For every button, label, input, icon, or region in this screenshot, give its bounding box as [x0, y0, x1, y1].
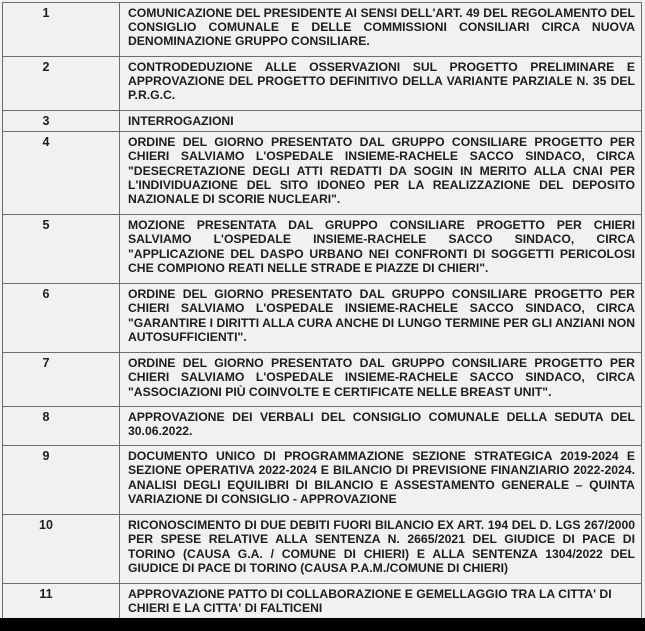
- agenda-row: [3, 284, 642, 353]
- item-text: MOZIONE PRESENTATA DAL GRUPPO CONSILIARE PROGETTO PER CHIERI SALVIAMO L'OSPEDALE INSIEME-RACHELE SACCO SINDACO, CIRCA "APPLICAZIONE DEL DASPO URBANO NEI CONFRONTI DI SOGGETTI PERICOLOSI CHE COMPIONO REATI NELLE STRADE E PIAZZE DI CHIERI".: [120, 215, 642, 284]
- item-number: 4: [3, 132, 120, 215]
- item-number: 3: [3, 111, 120, 132]
- item-text: ORDINE DEL GIORNO PRESENTATO DAL GRUPPO CONSILIARE PROGETTO PER CHIERI SALVIAMO L'OSPEDALE INSIEME-RACHELE SACCO SINDACO, CIRCA "ASSOCIAZIONI PIÙ COINVOLTE E CERTIFICATE NELLE BREAST UNIT".: [120, 353, 642, 407]
- agenda-row: [3, 111, 642, 132]
- item-text: APPROVAZIONE DEI VERBALI DEL CONSIGLIO COMUNALE DELLA SEDUTA DEL 30.06.2022.: [120, 407, 642, 446]
- agenda-row: [3, 446, 642, 515]
- item-number: 9: [3, 446, 120, 515]
- item-text: CONTRODEDUZIONE ALLE OSSERVAZIONI SUL PROGETTO PRELIMINARE E APPROVAZIONE DEL PROGETTO DEFINITIVO DELLA VARIANTE PARZIALE N. 35 DEL P.R.G.C.: [120, 57, 642, 111]
- agenda-row: [3, 407, 642, 446]
- item-text: INTERROGAZIONI: [120, 111, 642, 132]
- agenda-row: [3, 132, 642, 215]
- agenda-row: [3, 57, 642, 111]
- item-text: ORDINE DEL GIORNO PRESENTATO DAL GRUPPO CONSILIARE PROGETTO PER CHIERI SALVIAMO L'OSPEDALE INSIEME-RACHELE SACCO SINDACO, CIRCA "GARANTIRE I DIRITTI ALLA CURA ANCHE DI LUNGO TERMINE PER GLI ANZIANI NON AUTOSUFFICIENTI".: [120, 284, 642, 353]
- item-number: 1: [3, 3, 120, 57]
- item-number: 11: [3, 584, 120, 618]
- item-number: 5: [3, 215, 120, 284]
- item-text: COMUNICAZIONE DEL PRESIDENTE AI SENSI DELL'ART. 49 DEL REGOLAMENTO DEL CONSIGLIO COMUNALE E DELLE COMMISSIONI CONSILIARI CIRCA NUOVA DENOMINAZIONE GRUPPO CONSILIARE.: [120, 3, 642, 57]
- agenda-row: [3, 515, 642, 584]
- agenda-row: [3, 3, 642, 57]
- agenda-row: [3, 584, 642, 618]
- item-number: 7: [3, 353, 120, 407]
- agenda-row: [3, 353, 642, 407]
- item-number: 6: [3, 284, 120, 353]
- scan-bottom-edge: [0, 618, 645, 631]
- item-text: RICONOSCIMENTO DI DUE DEBITI FUORI BILANCIO EX ART. 194 DEL D. LGS 267/2000 PER SPESE RELATIVE ALLA SENTENZA N. 2665/2021 DEL GIUDICE DI PACE DI TORINO (CAUSA G.A. / COMUNE DI CHIERI) E ALLA SENTENZA 1304/2022 DEL GIUDICE DI PACE DI TORINO (CAUSA P.A.M./COMUNE DI CHIERI): [120, 515, 642, 584]
- item-text: APPROVAZIONE PATTO DI COLLABORAZIONE E GEMELLAGGIO TRA LA CITTA' DI CHIERI E LA CITTA' DI FALTICENI: [120, 584, 642, 618]
- item-number: 10: [3, 515, 120, 584]
- item-text: ORDINE DEL GIORNO PRESENTATO DAL GRUPPO CONSILIARE PROGETTO PER CHIERI SALVIAMO L'OSPEDALE INSIEME-RACHELE SACCO SINDACO, CIRCA "DESECRETAZIONE DEGLI ATTI REDATTI DA SOGIN IN MERITO ALLA CNAI PER L'INDIVIDUAZIONE DEL SITO IDONEO PER LA REALIZZAZIONE DEL DEPOSITO NAZIONALE DI SCORIE NUCLEARI".: [120, 132, 642, 215]
- item-number: 8: [3, 407, 120, 446]
- item-text: DOCUMENTO UNICO DI PROGRAMMAZIONE SEZIONE STRATEGICA 2019-2024 E SEZIONE OPERATIVA 2022-2024 E BILANCIO DI PREVISIONE FINANZIARIO 2022-2024. ANALISI DEGLI EQUILIBRI DI BILANCIO E ASSESTAMENTO GENERALE – QUINTA VARIAZIONE DI CONSIGLIO - APPROVAZIONE: [120, 446, 642, 515]
- agenda-row: [3, 215, 642, 284]
- agenda-table: [2, 2, 642, 618]
- item-number: 2: [3, 57, 120, 111]
